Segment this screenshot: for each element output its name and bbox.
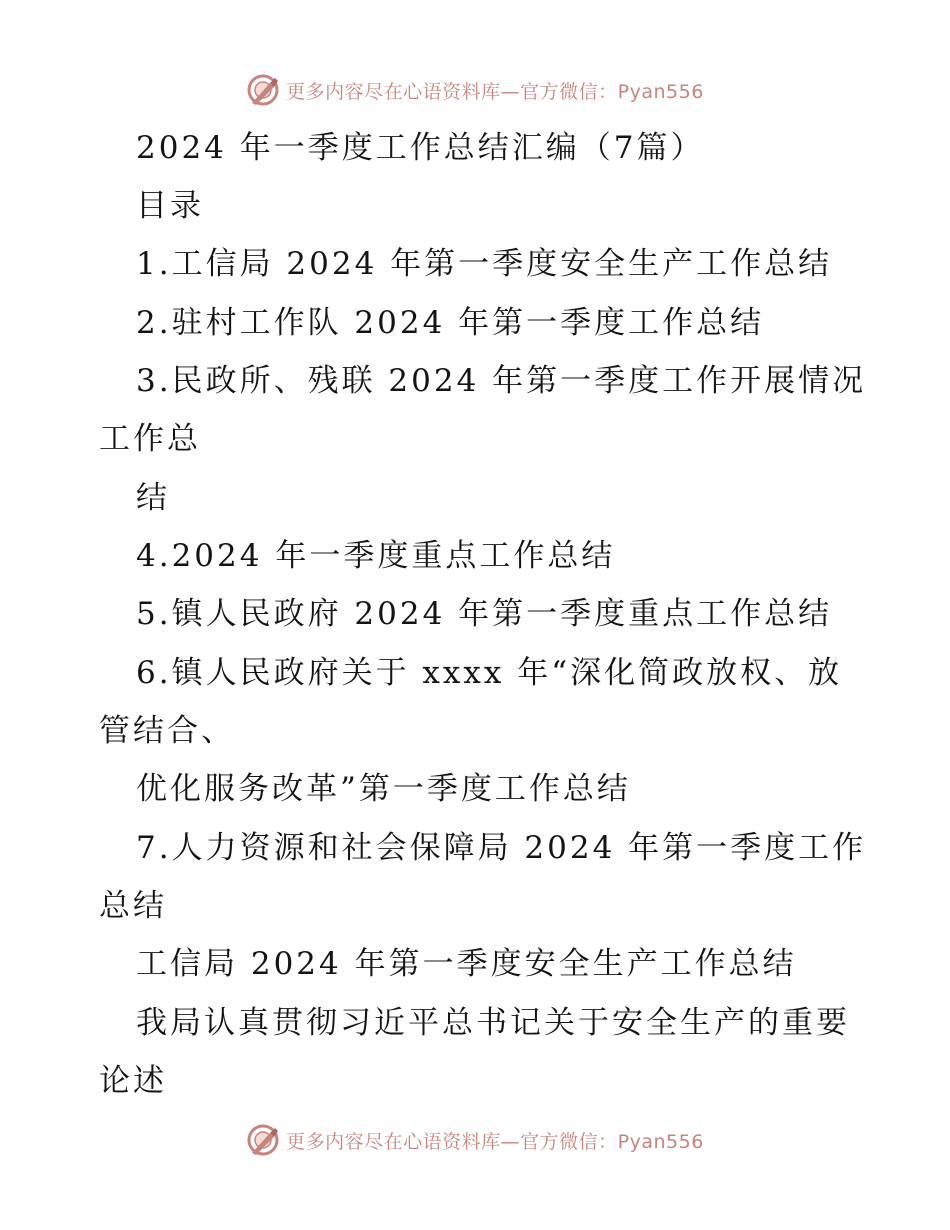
header-watermark <box>0 70 950 110</box>
toc-item-6-continued: 管结合、 <box>99 713 235 749</box>
pen-logo-icon <box>246 1123 280 1157</box>
toc-item-2: 2.驻村工作队 2024 年第一季度工作总结 <box>136 305 765 341</box>
body-paragraph-line-2: 论述 <box>99 1063 167 1099</box>
toc-item-4: 4.2024 年一季度重点工作总结 <box>136 538 616 574</box>
section-heading: 工信局 2024 年第一季度安全生产工作总结 <box>136 946 797 982</box>
body-paragraph-line-1: 我局认真贯彻习近平总书记关于安全生产的重要 <box>136 1005 850 1041</box>
toc-item-7: 7.人力资源和社会保障局 2024 年第一季度工作 <box>136 830 867 866</box>
toc-item-3-continued-2: 结 <box>136 480 170 516</box>
toc-item-6-continued-2: 优化服务改革”第一季度工作总结 <box>136 771 631 807</box>
toc-item-3: 3.民政所、残联 2024 年第一季度工作开展情况 <box>136 363 867 399</box>
toc-item-5: 5.镇人民政府 2024 年第一季度重点工作总结 <box>136 596 833 632</box>
watermark-text: 更多内容尽在心语资料库—官方微信：Pyan556 <box>286 1130 704 1153</box>
toc-item-7-continued: 总结 <box>99 888 167 924</box>
toc-item-6: 6.镇人民政府关于 xxxx 年“深化简政放权、放 <box>136 655 843 691</box>
toc-heading: 目录 <box>136 188 204 224</box>
toc-item-3-continued: 工作总 <box>99 421 201 457</box>
pen-logo-icon <box>246 73 280 107</box>
toc-item-1: 1.工信局 2024 年第一季度安全生产工作总结 <box>136 246 833 282</box>
document-title: 2024 年一季度工作总结汇编（7篇） <box>136 130 705 166</box>
footer-watermark <box>0 1120 950 1160</box>
watermark-text: 更多内容尽在心语资料库—官方微信：Pyan556 <box>286 80 704 103</box>
